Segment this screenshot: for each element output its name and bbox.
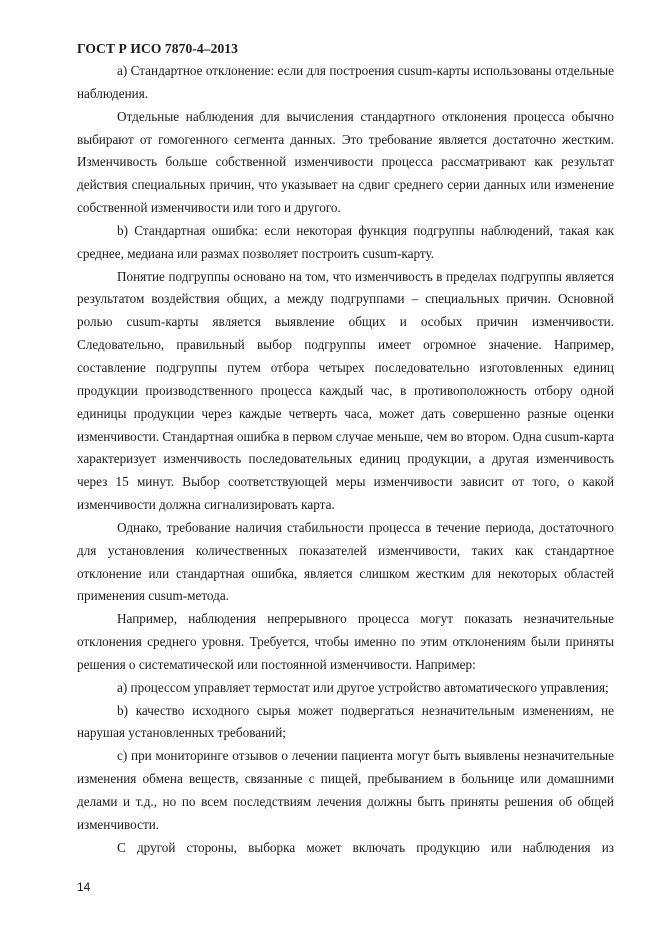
paragraph-sample-other-side: С другой стороны, выборка может включать продукцию или наблюдения из (117, 839, 614, 855)
paragraph-std-error: b) Стандартная ошибка: если некоторая функция подгруппы наблюдений, такая как среднее, медиана или размах позволяет построить cusum-карту. (77, 222, 614, 261)
paragraph-std-deviation: а) Стандартное отклонение: если для построения cusum-карты использованы отдельные наблюдения. (77, 63, 614, 101)
document-body (77, 60, 614, 860)
paragraph-continuous-process: Например, наблюдения непрерывного процесса могут показать незначительные отклонения среднего уровня. Требуется, чтобы именно по этим отклонениям были приняты решения о систематической или постоянной изменчивости. Например: (77, 611, 614, 672)
paragraph-individual-observations: Отдельные наблюдения для вычисления стандартного отклонения процесса обычно выбирают от гомогенного сегмента данных. Это требование является достаточно жестким. Изменчивость больше собственной изменчивости процесса рассматривают как результат действия специальных причин, что указывает на сдвиг среднего серии данных или изменение собственной изменчивости или того и другого. (77, 108, 614, 216)
paragraph-subgroup-concept: Понятие подгруппы основано на том, что изменчивость в пределах подгруппы является результатом воздействия общих, а между подгруппами – специальных причин. Основной ролью cusum-карты является выявление общих и особых причин изменчивости. Следовательно, правильный выбор подгруппы имеет огромное значение. Например, составление подгруппы путем отбора четырех последовательно изготовленных единиц продукции производственного процесса каждый час, в противоположность отбору одной единицы продукции через каждые четверть часа, может дать совершенно разные оценки изменчивости. Стандартная ошибка в первом случае меньше, чем во втором. Одна cusum-карта характеризует изменчивость последовательных единиц продукции, а другая изменчивость через 15 минут. Выбор соответствующей меры изменчивости зависит от того, о какой изменчивости должна сигнализировать карта. (77, 268, 614, 513)
list-item-raw-material: b) качество исходного сырья может подвергаться незначительным изменениям, не нарушая установленных требований; (77, 702, 614, 741)
document-header: ГОСТ Р ИСО 7870-4–2013 (77, 41, 238, 56)
list-item-thermostat: а) процессом управляет термостат или другое устройство автоматического управления; (117, 679, 609, 695)
page-number: 14 (77, 880, 91, 894)
paragraph-stability-requirement: Однако, требование наличия стабильности процесса в течение периода, достаточного для установления количественных показателей изменчивости, таких как стандартное отклонение или стандартная ошибка, является слишком жестким для некоторых областей применения cusum-метода. (77, 519, 614, 604)
list-item-patient-monitoring: с) при мониторинге отзывов о лечении пациента могут быть выявлены незначительные изменения обмена веществ, связанные с пищей, пребыванием в больнице или домашними делами и т.д., но по всем последствиям лечения должны быть приняты решения об общей изменчивости. (77, 748, 614, 832)
